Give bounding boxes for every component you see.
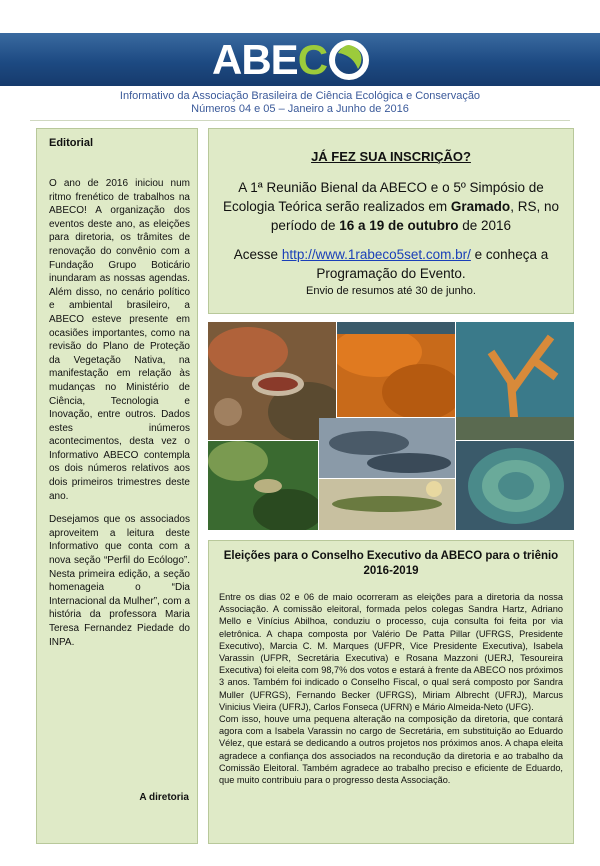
elections-title: Eleições para o Conselho Executivo da ABECO para o triênio 2016-2019: [223, 550, 559, 577]
elections-box: [208, 540, 574, 844]
dolphins-photo: [319, 418, 455, 478]
issue-number: Números 04 e 05 – Janeiro a Junho de 2016: [191, 103, 409, 115]
leaf-o-icon: [328, 39, 370, 81]
event-dates: 16 a 19 de outubro: [339, 218, 459, 233]
abeco-logo: [212, 36, 370, 84]
header-divider: [30, 120, 570, 121]
fish-on-coral-photo: [208, 322, 336, 440]
registration-box: [208, 128, 574, 314]
elections-paragraph: Entre os dias 02 e 06 de maio ocorreram as eleições para a diretoria da nossa Associação. A comissão eleitoral, formada pelos colegas Sandra Hartz, Adriano Mello e Vinícius Abilhoa, conduziu o processo, cuja consulta foi feita por via eletrônica. A chapa composta por Valério De Patta Pillar (UFRGS, Presidente Executivo), Marcia C. M. Marques (UFPR, Vice Presidente Executiva), Isabela Varassin (UFPR, Secretária Executiva) e Rosana Mazzoni (UERJ, Tesoureira Executiva) foi eleita com 98,7% dos votos e estará à frente da ABECO nos próximos 3 anos. Também foi indicado o Conselho Fiscal, o qual será composto por Sandra Muller (UFRGS), Fernando Becker (UFRGS), Miriam Albrecht (UFRJ), Marcus Vinicius Vieira (UFRJ), Carlos Fonseca (UFRN) e Mário Almeida-Neto (UFG).: [219, 592, 563, 712]
loach-fish-photo: [319, 479, 455, 530]
fish-in-pond-photo: [208, 441, 318, 530]
editorial-title: Editorial: [49, 137, 94, 149]
editorial-paragraph: Desejamos que os associados aproveitem a leitura deste Informativo que conta com a nova seção “Perfil do Ecólogo”. Nesta primeira edição, a seção homenageia o “Dia Internacional da Mulher”, com a história da professora Maria Teresa Fernandez Piedade do INPA.: [49, 514, 190, 648]
editorial-signature: A diretoria: [139, 792, 189, 803]
registration-title: JÁ FEZ SUA INSCRIÇÃO?: [311, 149, 471, 164]
editorial-paragraph: O ano de 2016 iniciou num ritmo frenético de trabalhos na ABECO! A organização dos eventos deste ano, as eleições para diretoria, os trâmites de renovação do convênio com a Fundação Grupo Boticário inundaram as nossas agendas. Além disso, no cenário político e ambiental brasileiro, a ABECO esteve presente em ocasiões importantes, como na revisão do Plano de Proteção da Vegetação Nativa, na manifestação em relação às mudanças no Ministério de Ciência, Tecnologia e Inovação, entre outros. Dados estes inúmeros acontecimentos, desta vez o Informativo ABECO contempla os dois números relativos aos dois primeiros trimestres deste ano.: [49, 178, 190, 502]
newsletter-subtitle: Informativo da Associação Brasileira de Ciência Ecológica e Conservação: [119, 90, 481, 102]
branching-coral-photo: [456, 322, 574, 440]
abstract-deadline: Envio de resumos até 30 de junho.: [305, 285, 476, 297]
registration-text: A 1ª Reunião Bienal da ABECO e o 5º Simpósio de Ecologia Teórica serão realizados em Gramado, RS, no período de 16 a 19 de outubro de 2016: [223, 180, 559, 233]
editorial-box: [36, 128, 198, 844]
logo-text-part1: ABE: [212, 36, 298, 83]
registration-access: Acesse http://www.1rabeco5set.com.br/ e conheça a Programação do Evento.: [233, 247, 549, 281]
orange-coral-photo: [337, 322, 455, 417]
event-city: Gramado: [450, 199, 511, 214]
event-website-link[interactable]: http://www.1rabeco5set.com.br/: [281, 247, 471, 262]
elections-paragraph: Com isso, houve uma pequena alteração na composição da diretoria, que contará agora com a Isabela Varassin no cargo de Secretária, em substituição ao Eduardo Vélez, que estará se dedicando a outros projetos nos próximos anos. A chapa eleita agradece a confiança dos associados na recondução da diretoria e ao trabalho da Comissão Eleitoral. Também agradece ao trabalho preciso e eficiente de Eduardo, que muito contribuiu para o progresso desta Associação.: [219, 714, 563, 786]
brain-coral-photo: [456, 441, 574, 530]
photo-collage: [208, 322, 574, 530]
logo-text-part2: C: [297, 36, 328, 83]
